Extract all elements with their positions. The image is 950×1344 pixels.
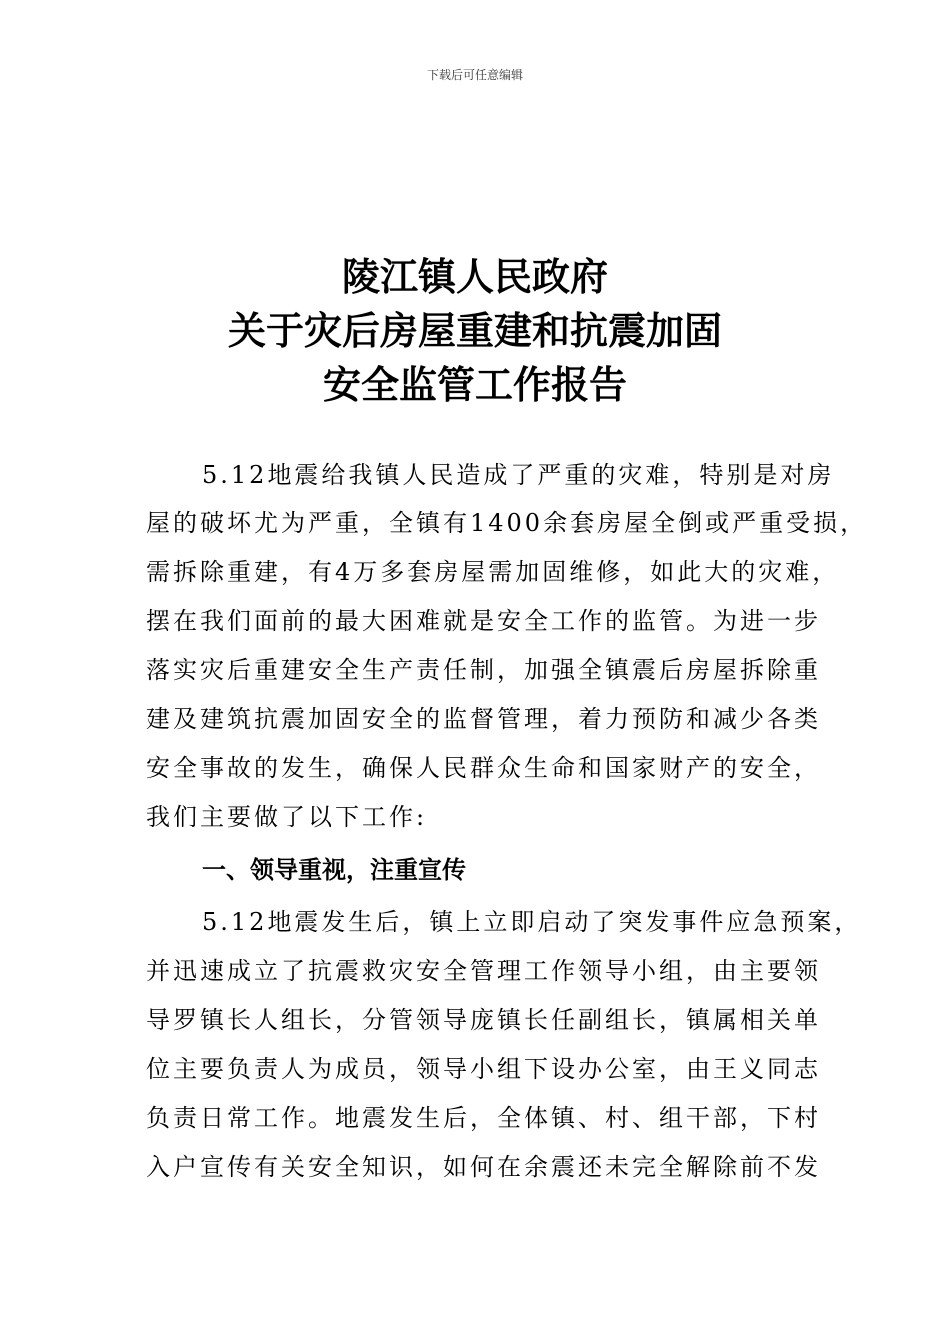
paragraph-2-line: 5.12地震发生后，镇上立即启动了突发事件应急预案， bbox=[202, 908, 862, 936]
header-note: 下载后可任意编辑 bbox=[426, 68, 523, 82]
paragraph-1-line: 屋的破坏尤为严重，全镇有1400余套房屋全倒或严重受损， bbox=[146, 509, 868, 537]
paragraph-2-line: 负责日常工作。地震发生后，全体镇、村、组干部，下村 bbox=[146, 1104, 821, 1132]
paragraph-1-line: 需拆除重建，有4万多套房屋需加固维修，如此大的灾难， bbox=[146, 558, 840, 586]
paragraph-2-line: 入户宣传有关安全知识，如何在余震还未完全解除前不发 bbox=[146, 1153, 821, 1181]
paragraph-2-line: 导罗镇长人组长，分管领导庞镇长任副组长，镇属相关单 bbox=[146, 1006, 821, 1034]
paragraph-1-line: 5.12地震给我镇人民造成了严重的灾难，特别是对房 bbox=[202, 461, 835, 489]
paragraph-2-line: 位主要负责人为成员，领导小组下设办公室，由王义同志 bbox=[146, 1055, 821, 1083]
title-line-2: 关于灾后房屋重建和抗震加固 bbox=[227, 309, 722, 353]
paragraph-1-line: 摆在我们面前的最大困难就是安全工作的监管。为进一步 bbox=[146, 607, 821, 635]
paragraph-1-line: 安全事故的发生，确保人民群众生命和国家财产的安全， bbox=[146, 754, 821, 782]
paragraph-1-line: 落实灾后重建安全生产责任制，加强全镇震后房屋拆除重 bbox=[146, 656, 821, 684]
paragraph-1-line: 建及建筑抗震加固安全的监督管理，着力预防和减少各类 bbox=[146, 705, 821, 733]
title-line-3: 安全监管工作报告 bbox=[322, 363, 627, 407]
title-line-1: 陵江镇人民政府 bbox=[341, 255, 608, 299]
paragraph-2-line: 并迅速成立了抗震救灾安全管理工作领导小组，由主要领 bbox=[146, 957, 821, 985]
paragraph-1-line: 我们主要做了以下工作: bbox=[146, 803, 428, 831]
section-heading: 一、领导重视，注重宣传 bbox=[202, 856, 466, 884]
document-title bbox=[0, 250, 950, 412]
